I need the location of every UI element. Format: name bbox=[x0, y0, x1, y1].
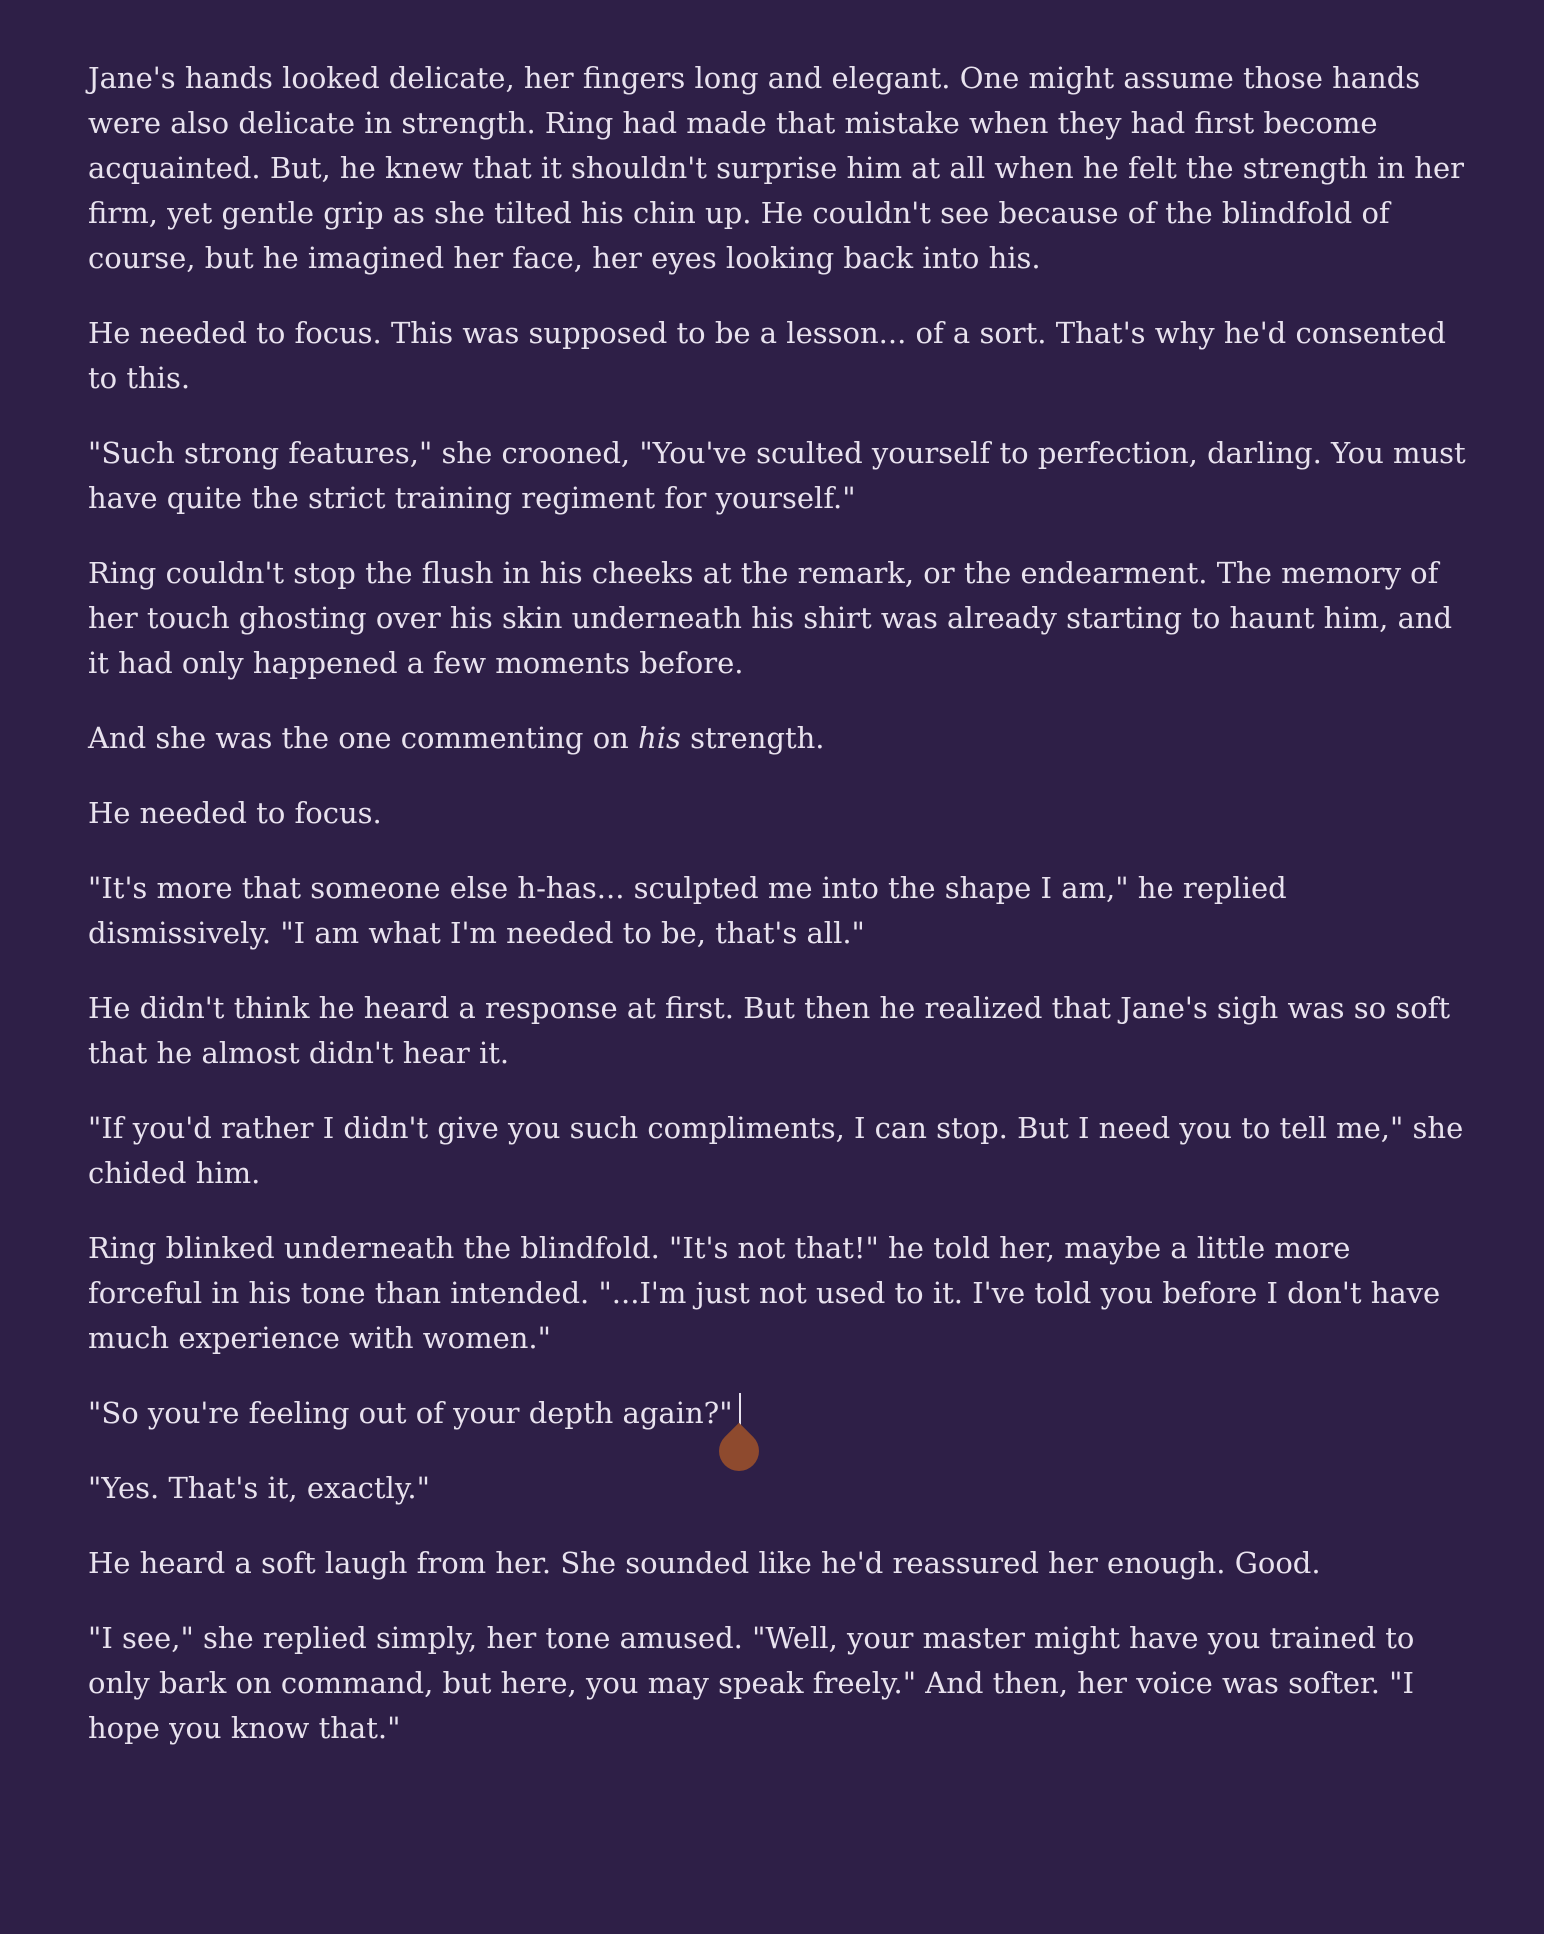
paragraph: Jane's hands looked delicate, her fingers long and elegant. One might assume those hands were also delicate in strength. Ring had made that mistake when they had first become acquainted. But, he knew that it shouldn't surprise him at all when he felt the strength in her firm, yet gentle grip as she tilted his chin up. He couldn't see because of the blindfold of course, but he imagined her face, her eyes looking back into his. bbox=[88, 61, 1464, 275]
paragraph: "I see," she replied simply, her tone amused. "Well, your master might have you trained to only bark on command, but here, you may speak freely." And then, her voice was softer. "I hope you know that." bbox=[88, 1621, 1415, 1745]
story-text[interactable] bbox=[88, 56, 1468, 1781]
emphasized-word: his bbox=[638, 721, 681, 755]
paragraph: "Such strong features," she crooned, "You've sculted yourself to perfection, darling. You must have quite the strict training regiment for yourself." bbox=[88, 436, 1466, 515]
paragraph bbox=[88, 1391, 1468, 1436]
paragraph: "If you'd rather I didn't give you such compliments, I can stop. But I need you to tell me," she chided him. bbox=[88, 1111, 1464, 1190]
paragraph-text: strength. bbox=[680, 721, 825, 755]
paragraph: "It's more that someone else h-has... sculpted me into the shape I am," he replied dismissively. "I am what I'm needed to be, that's all." bbox=[88, 871, 1287, 950]
paragraph: He heard a soft laugh from her. She sounded like he'd reassured her enough. Good. bbox=[88, 1546, 1321, 1580]
paragraph bbox=[88, 716, 1468, 761]
paragraph: He needed to focus. This was supposed to be a lesson... of a sort. That's why he'd consented to this. bbox=[88, 316, 1446, 395]
paragraph: He needed to focus. bbox=[88, 796, 382, 830]
paragraph-text: "So you're feeling out of your depth again?" bbox=[88, 1396, 733, 1430]
paragraph: He didn't think he heard a response at first. But then he realized that Jane's sigh was so soft that he almost didn't hear it. bbox=[88, 991, 1451, 1070]
paragraph-text: And she was the one commenting on bbox=[88, 721, 639, 755]
paragraph: "Yes. That's it, exactly." bbox=[88, 1471, 430, 1505]
paragraph: Ring blinked underneath the blindfold. "It's not that!" he told her, maybe a little more forceful in his tone than intended. "...I'm just not used to it. I've told you before I don't have much experience with women." bbox=[88, 1231, 1441, 1355]
paragraph: Ring couldn't stop the flush in his cheeks at the remark, or the endearment. The memory of her touch ghosting over his skin underneath his shirt was already starting to haunt him, and it had only happened a few moments before. bbox=[88, 556, 1453, 680]
